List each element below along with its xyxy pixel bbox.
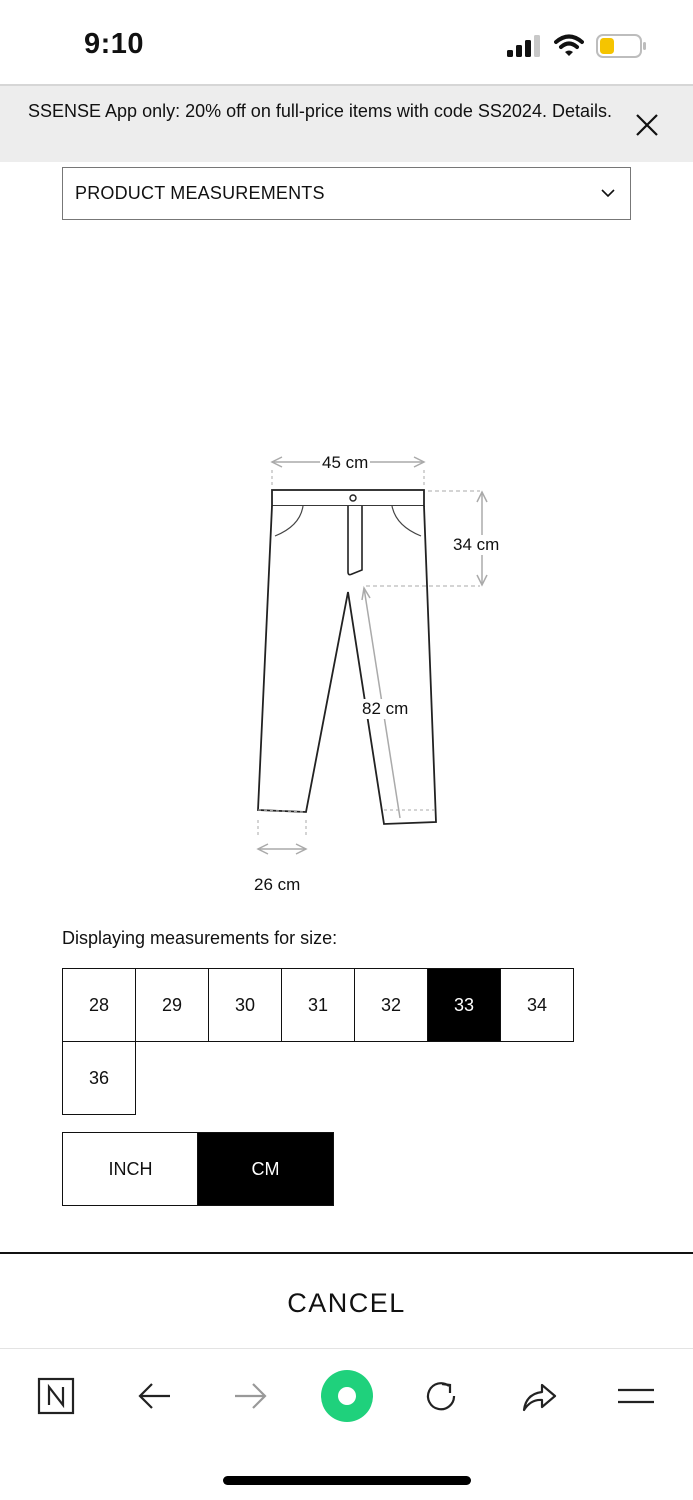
unit-inch-button[interactable]: INCH [62, 1132, 199, 1206]
close-icon[interactable] [632, 110, 662, 140]
size-option[interactable]: 29 [135, 968, 209, 1042]
pants-illustration [0, 440, 693, 910]
unit-cm-button[interactable]: CM [197, 1132, 334, 1206]
promo-banner [0, 84, 693, 162]
size-option[interactable]: 36 [62, 1041, 136, 1115]
menu-icon [616, 1376, 656, 1416]
menu-button[interactable] [611, 1369, 661, 1423]
size-option-selected[interactable]: 33 [427, 968, 501, 1042]
back-button[interactable] [129, 1369, 179, 1423]
size-caption: Displaying measurements for size: [62, 928, 338, 948]
cellular-signal-icon [506, 34, 542, 58]
forward-button[interactable] [226, 1369, 276, 1423]
pants-measurement-diagram [0, 440, 693, 910]
size-option[interactable]: 32 [354, 968, 428, 1042]
dropdown-label: PRODUCT MEASUREMENTS [75, 183, 325, 203]
wifi-icon [554, 33, 584, 57]
leg-opening-measurement: 26 cm [254, 875, 301, 894]
promo-text[interactable]: SSENSE App only: 20% off on full-price items with code SS2024. Details. [28, 101, 612, 121]
divider [0, 1252, 693, 1254]
record-icon [319, 1368, 375, 1424]
notion-button[interactable] [31, 1369, 81, 1423]
cancel-button[interactable]: CANCEL [287, 1287, 406, 1318]
size-option[interactable]: 30 [208, 968, 282, 1042]
battery-icon [596, 34, 648, 58]
reload-button[interactable] [417, 1369, 467, 1423]
reload-icon [422, 1376, 462, 1416]
share-button[interactable] [514, 1369, 564, 1423]
size-option[interactable]: 28 [62, 968, 136, 1042]
inseam-measurement: 82 cm [362, 699, 409, 718]
size-option[interactable]: 34 [500, 968, 574, 1042]
share-icon [519, 1376, 559, 1416]
status-time: 9:10 [84, 28, 145, 60]
size-option[interactable]: 31 [281, 968, 355, 1042]
rise-measurement: 34 cm [453, 535, 500, 554]
chevron-down-icon [600, 186, 616, 200]
waist-measurement: 45 cm [322, 453, 369, 472]
back-arrow-icon [134, 1376, 174, 1416]
record-button[interactable] [316, 1369, 378, 1423]
status-bar [0, 0, 693, 84]
measurements-dropdown[interactable] [62, 167, 631, 220]
browser-toolbar [0, 1348, 693, 1443]
notion-icon [36, 1376, 76, 1416]
forward-arrow-icon [231, 1376, 271, 1416]
home-indicator[interactable] [223, 1476, 471, 1485]
